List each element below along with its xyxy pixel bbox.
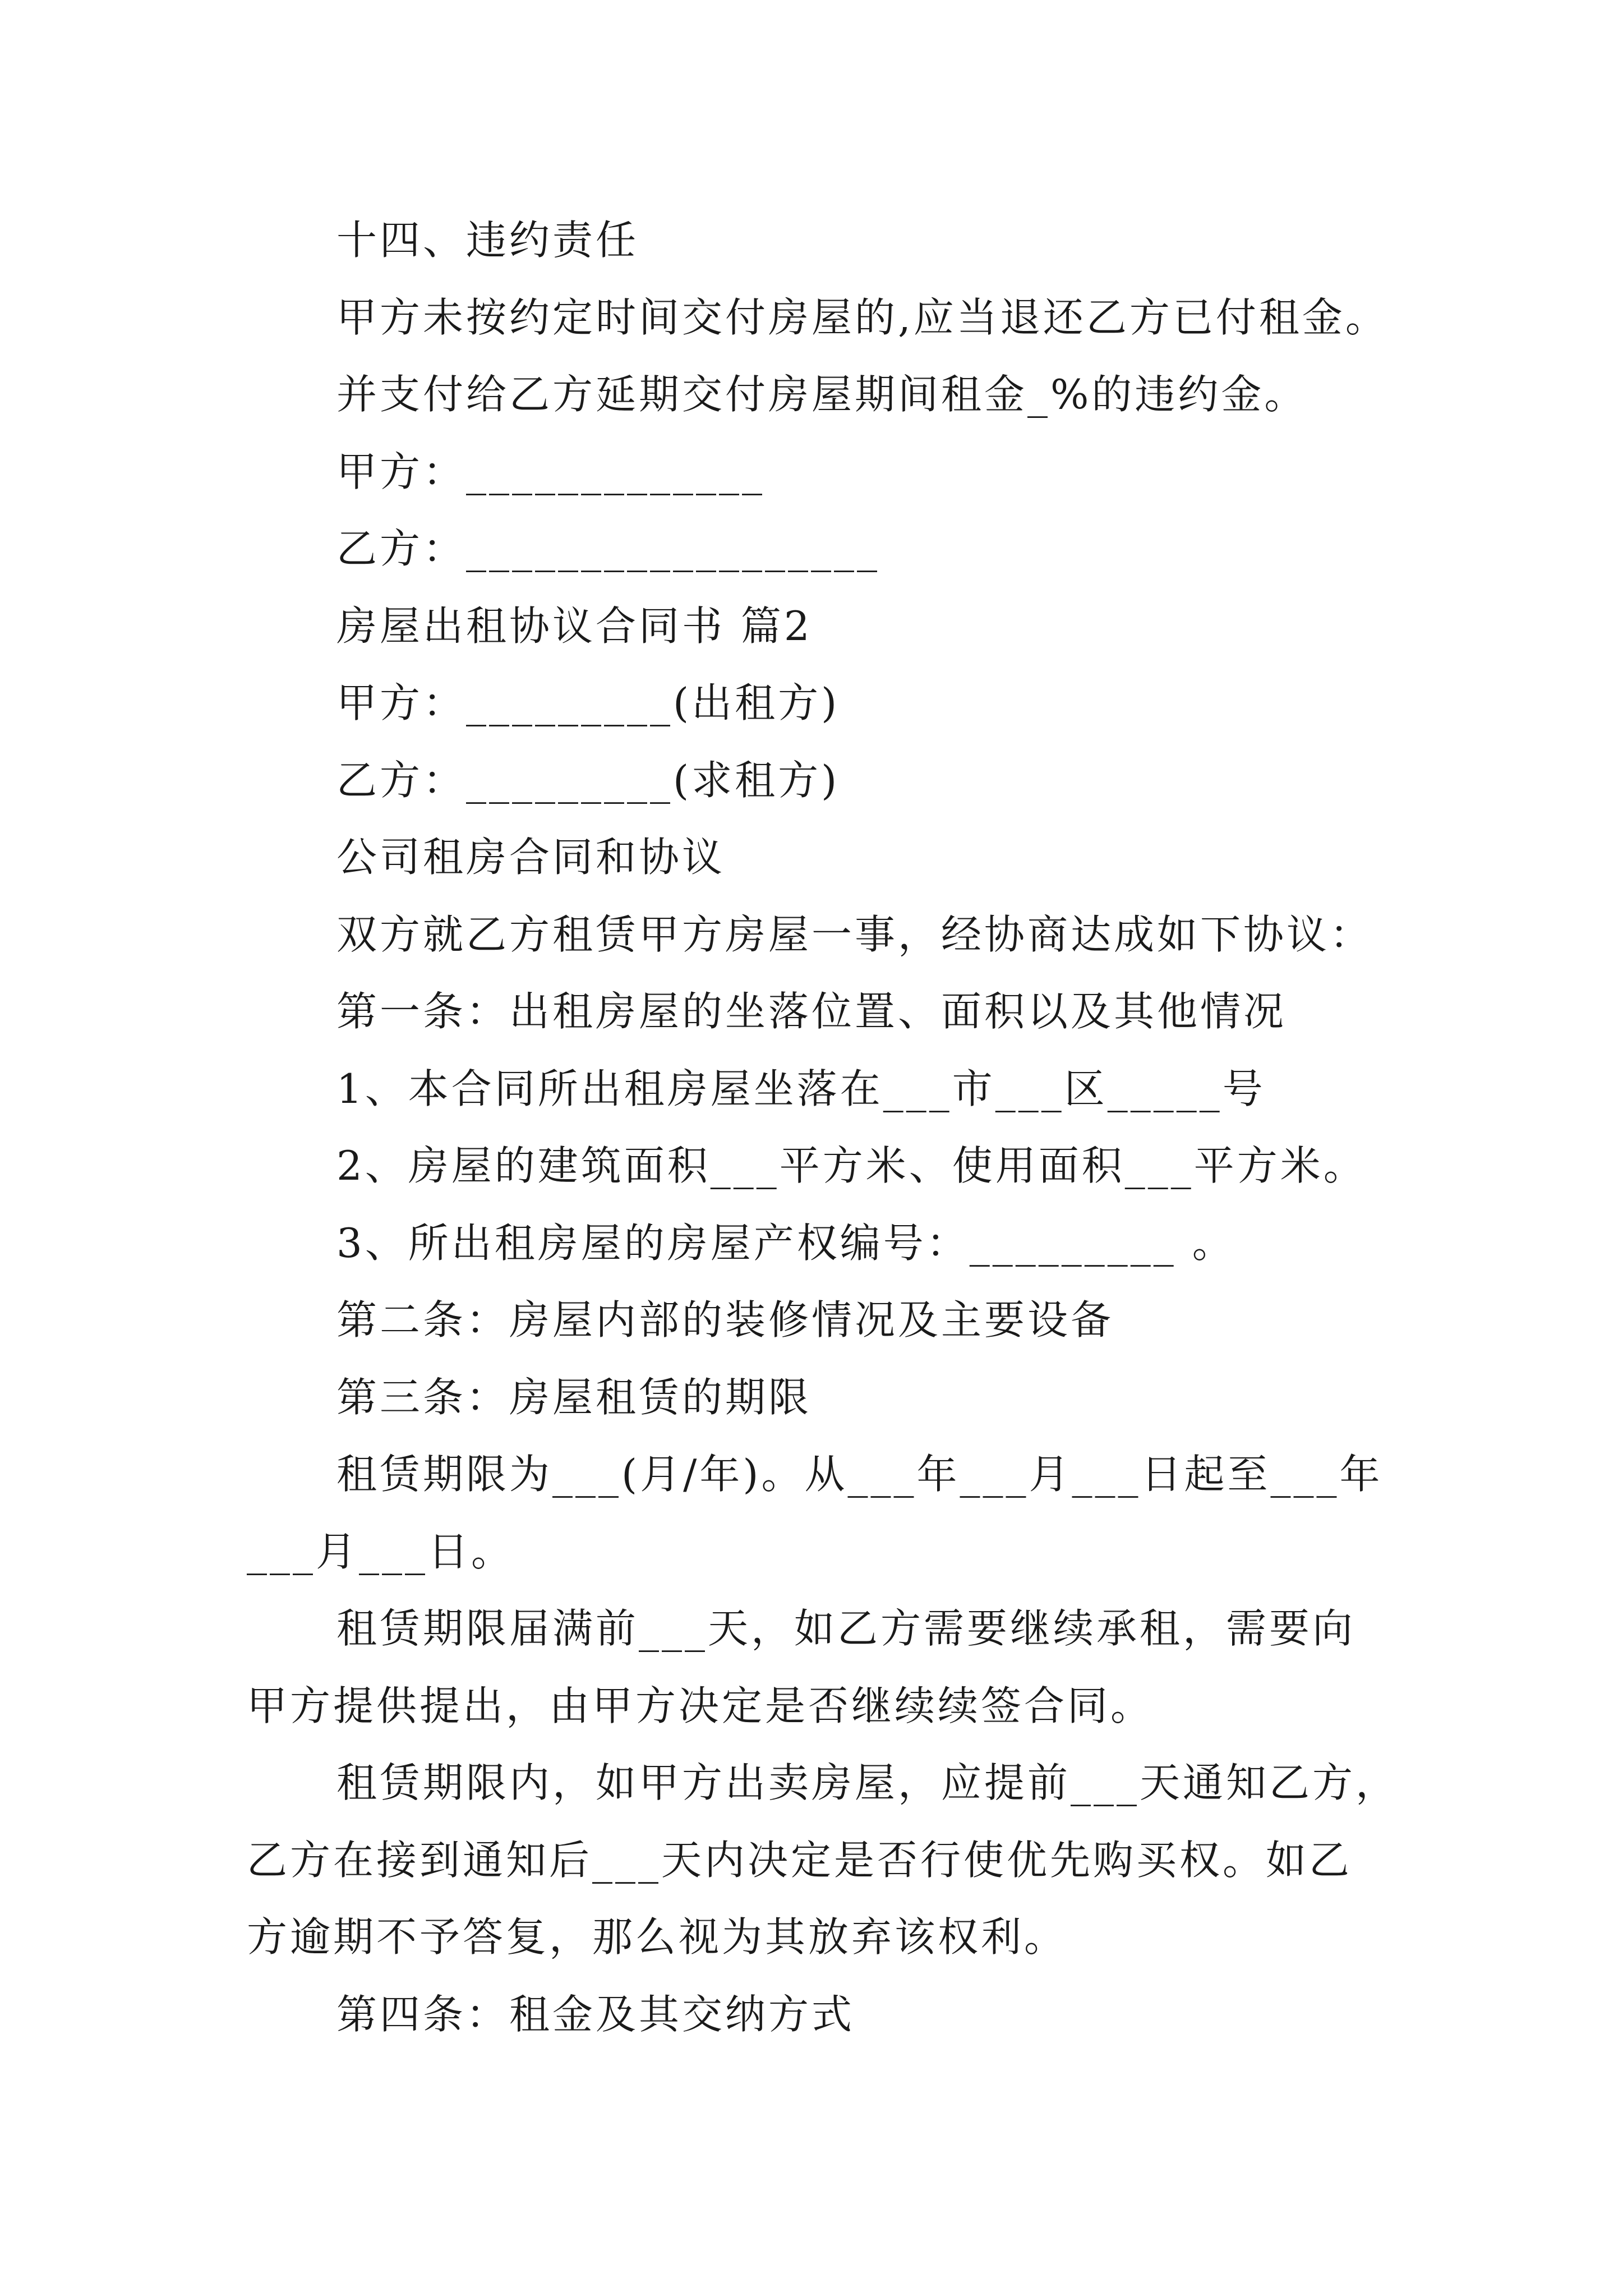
clause-item: 2、房屋的建筑面积___平方米、使用面积___平方米。: [336, 1142, 1367, 1189]
section-heading-breach-liability: 十四、违约责任: [336, 217, 639, 264]
article-heading: 第四条：租金及其交纳方式: [336, 1991, 855, 2038]
contract-title: 公司租房合同和协议: [336, 834, 726, 881]
party-b-tenant-line: 乙方：_________(求租方): [336, 757, 840, 804]
paragraph-text: 甲方未按约定时间交付房屋的,应当退还乙方已付租金。: [336, 294, 1389, 341]
party-a-signature-line: 甲方：_____________: [336, 448, 766, 495]
paragraph-text: 方逾期不予答复，那么视为其放弃该权利。: [247, 1913, 1068, 1961]
article-heading: 第二条：房屋内部的装修情况及主要设备: [336, 1296, 1114, 1343]
paragraph-text: 租赁期限届满前___天，如乙方需要继续承租，需要向: [336, 1605, 1356, 1652]
article-heading: 第一条：出租房屋的坐落位置、面积以及其他情况: [336, 988, 1287, 1035]
article-heading: 第三条：房屋租赁的期限: [336, 1374, 812, 1421]
paragraph-text: ___月___日。: [247, 1528, 515, 1575]
party-a-landlord-line: 甲方：_________(出租方): [336, 679, 840, 726]
party-b-signature-line: 乙方：__________________: [336, 525, 880, 572]
paragraph-text: 乙方在接到通知后___天内决定是否行使优先购买权。如乙: [247, 1837, 1353, 1884]
clause-item: 1、本合同所出租房屋坐落在___市___区_____号: [336, 1065, 1266, 1112]
paragraph-text: 并支付给乙方延期交付房屋期间租金_%的违约金。: [336, 371, 1308, 418]
paragraph-text: 租赁期限内，如甲方出卖房屋，应提前___天通知乙方，: [336, 1759, 1399, 1806]
clause-item: 3、所出租房屋的房屋产权编号：_________ 。: [336, 1220, 1235, 1267]
paragraph-text: 租赁期限为___(月/年)。从___年___月___日起至___年: [336, 1451, 1383, 1498]
paragraph-text: 双方就乙方租赁甲方房屋一事，经协商达成如下协议：: [336, 911, 1373, 958]
document-subtitle: 房屋出租协议合同书 篇2: [336, 602, 813, 650]
paragraph-text: 甲方提供提出，由甲方决定是否继续续签合同。: [247, 1682, 1154, 1729]
